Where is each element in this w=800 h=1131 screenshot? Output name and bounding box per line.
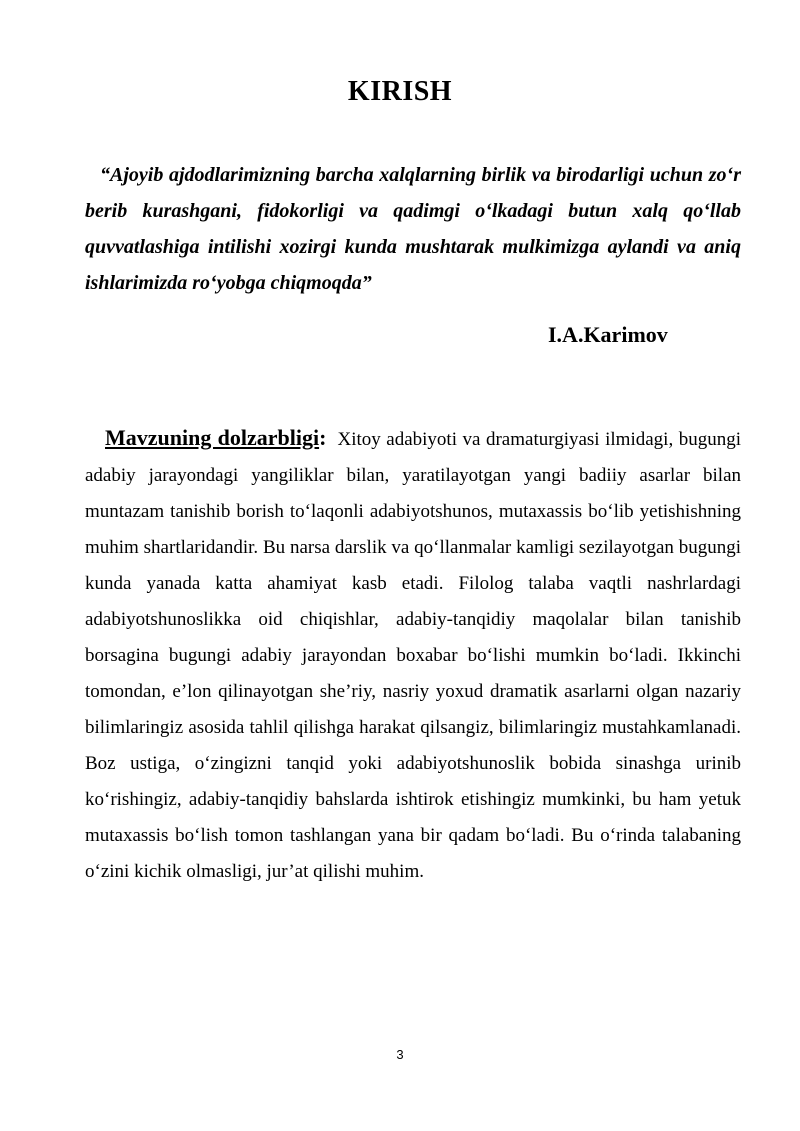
section-paragraph	[85, 420, 741, 890]
epigraph-quote: “Ajoyib ajdodlarimizning barcha xalqlarning birlik va birodarligi uchun zo‘r berib kurashgani, fidokorligi va qadimgi o‘lkadagi butun xalq qo‘llab quvvatlashiga intilishi xozirgi kunda mushtarak mulkimizga aylandi va aniq ishlarimizda ro‘yobga chiqmoqda”	[85, 164, 741, 294]
epigraph-author: I.A.Karimov	[548, 322, 668, 347]
section-heading-colon: :	[319, 425, 327, 450]
document-title: KIRISH	[347, 76, 453, 107]
section-body-text: Xitoy adabiyoti va dramaturgiyasi ilmidagi, bugungi adabiy jarayondagi yangiliklar bilan, yaratilayotgan yangi badiiy asarlar bilan muntazam tanishib borish to‘laqonli adabiyotshunos, mutaxassis bo‘lib yetishishning muhim shartlaridandir. Bu narsa darslik va qo‘llanmalar kamligi sezilayotgan bugungi kunda yanada katta ahamiyat kasb etadi. Filolog talaba vaqtli nashrlardagi adabiyotshunoslikka oid chiqishlar, adabiy-tanqidiy maqolalar bilan tanishib borsagina bugungi adabiy jarayondan boxabar bo‘lishi mumkin bo‘ladi. Ikkinchi tomondan, e’lon qilinayotgan she’riy, nasriy yoxud dramatik asarlarni olgan nazariy bilimlaringiz asosida tahlil qilishga harakat qilsangiz, bilimlaringiz mustahkamlanadi. Boz ustiga, o‘zingizni tanqid yoki adabiyotshunoslik bobida sinashga urinib ko‘rishingiz, adabiy-tanqidiy bahslarda ishtirok etishingiz mumkinki, bu ham yetuk mutaxassis bo‘lish tomon tashlangan yana bir qadam bo‘ladi. Bu o‘rinda talabaning o‘zini kichik olmasligi, jur’at qilishi muhim.	[85, 429, 742, 882]
page-number: 3	[396, 1047, 404, 1062]
section-heading: Mavzuning dolzarbligi	[105, 425, 320, 450]
